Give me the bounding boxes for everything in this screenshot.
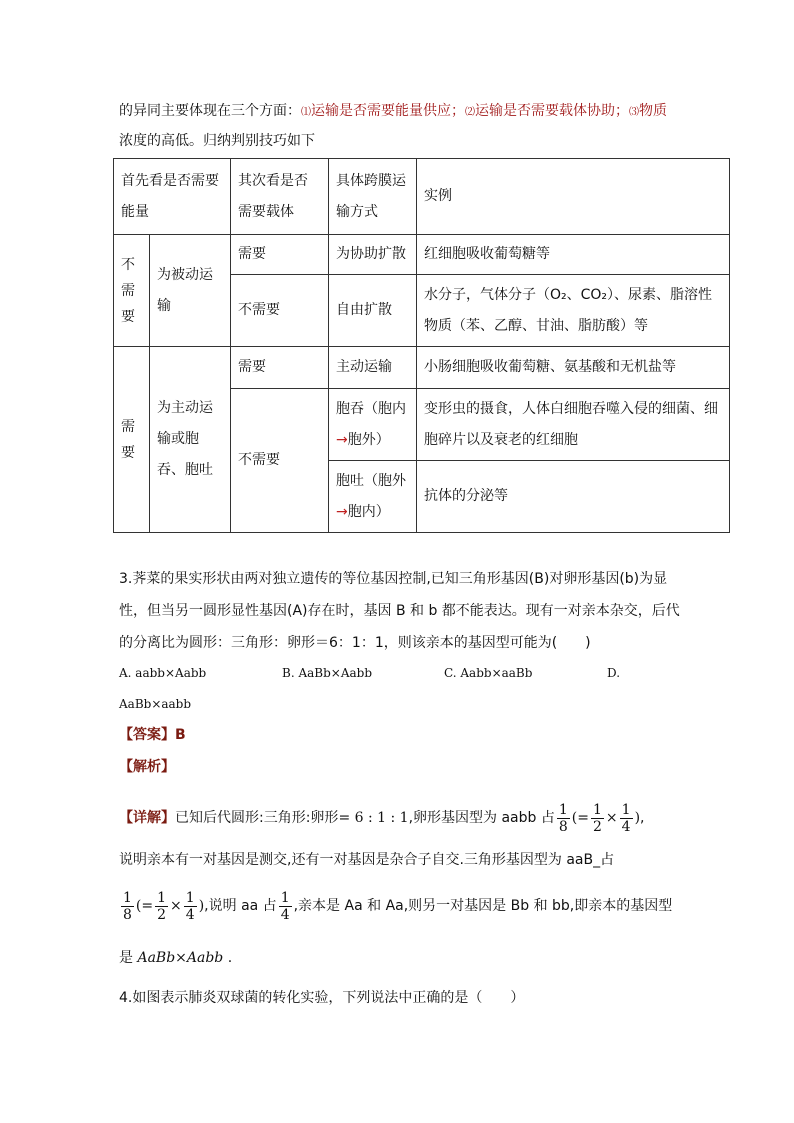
detail-line-3	[119, 886, 672, 926]
detail-text-4b: .	[227, 950, 233, 966]
detail-text-3b: ,亲本是 Aa 和 Aa,则另一对基因是 Bb 和 bb,即亲本的基因型	[293, 898, 673, 914]
option-a: A. aabb×Aabb	[119, 666, 207, 680]
cell-ex-free: 水分子，气体分子（O₂、CO₂）、尿素、脂溶性物质（苯、乙醇、甘油、脂肪酸）等	[417, 275, 730, 347]
fraction-1-4	[279, 890, 292, 923]
q3-line-3: 的分离比为圆形：三角形：卵形＝6：1：1，则该亲本的基因型可能为( )	[119, 635, 591, 651]
cell-not-need: 不需要	[231, 275, 329, 347]
detail-text-1b: ,卵形基因型为 aabb 占	[408, 810, 555, 826]
detail-line-1	[119, 800, 645, 836]
endo-label-2: 胞外）	[347, 431, 390, 448]
eq-close: )	[634, 810, 641, 826]
times: ×	[605, 810, 618, 826]
cell-endo	[329, 389, 417, 461]
eq-open: (=	[135, 898, 154, 914]
cell-ex-facilitated: 红细胞吸收葡萄糖等	[417, 235, 730, 275]
marker-3: ⑶	[629, 107, 639, 118]
eq-close: )	[198, 898, 205, 914]
transport-table	[113, 158, 730, 533]
aspect-1: 运输是否需要能量供应；	[311, 103, 465, 119]
frac-num: 1	[558, 801, 568, 818]
exo-label: 胞吐（胞外	[336, 472, 406, 489]
cell-need: 需要	[231, 235, 329, 275]
frac-num: 1	[593, 801, 602, 818]
fraction-1-8	[121, 890, 134, 923]
exo-label-2: 胞内）	[347, 503, 390, 520]
aspect-3: 物质	[639, 103, 667, 119]
cell-ex-endo: 变形虫的摄食，人体白细胞吞噬入侵的细菌、细胞碎片以及衰老的红细胞	[417, 389, 730, 461]
intro-prefix: 的异同主要体现在三个方面：	[119, 103, 301, 119]
intro-line-2: 浓度的高低。归纳判别技巧如下	[119, 133, 315, 149]
arrow-icon: →	[336, 431, 348, 448]
aspect-2: 运输是否需要载体协助；	[475, 103, 629, 119]
option-d: D.	[607, 666, 621, 680]
detail-text-1: 已知后代圆形:三角形:卵形	[175, 810, 339, 826]
arrow-icon: →	[336, 503, 348, 520]
genotype-math: AaBb×Aabb	[137, 950, 224, 966]
table-row	[114, 235, 730, 275]
q3-line-2: 性，但当另一圆形显性基因(A)存在时，基因 B 和 b 都不能表达。现有一对亲本杂交，后代	[119, 603, 680, 619]
frac-den: 8	[123, 906, 132, 923]
detail-text-3a: ,说明 aa 占	[204, 898, 277, 914]
frac-den: 2	[157, 906, 167, 923]
endo-label: 胞吞（胞内	[336, 400, 406, 417]
cell-ex-active: 小肠细胞吸收葡萄糖、氨基酸和无机盐等	[417, 347, 730, 389]
frac-num: 1	[280, 889, 290, 906]
option-d-value: AaBb×aabb	[119, 697, 192, 711]
frac-den: 4	[185, 906, 195, 923]
fraction-1-2	[155, 890, 168, 923]
detail-text-4a: 是	[119, 950, 133, 966]
cell-ex-exo: 抗体的分泌等	[417, 461, 730, 533]
cell-need-energy: 需要	[114, 347, 150, 533]
answer: 【答案】B	[119, 727, 186, 743]
cell-not-need2: 不需要	[231, 389, 329, 533]
cell-facilitated: 为协助扩散	[329, 235, 417, 275]
cell-active-transport: 主动运输	[329, 347, 417, 389]
header-example: 实例	[417, 159, 730, 235]
cell-need2: 需要	[231, 347, 329, 389]
marker-1: ⑴	[301, 107, 311, 118]
cell-passive: 为被动运输	[150, 235, 231, 347]
table-header-row	[114, 159, 730, 235]
option-c: C. Aabb×aaBb	[444, 666, 533, 680]
frac-num: 1	[123, 889, 132, 906]
ratio: = 6 : 1 : 1	[338, 810, 409, 826]
frac-num: 1	[157, 889, 167, 906]
table-row	[114, 347, 730, 389]
cell-no-energy: 不需要	[114, 235, 150, 347]
header-carrier: 其次看是否需要载体	[231, 159, 329, 235]
fraction-1-4	[620, 802, 633, 835]
cell-free: 自由扩散	[329, 275, 417, 347]
header-energy: 首先看是否需要能量	[114, 159, 231, 235]
frac-den: 4	[621, 818, 631, 835]
fraction-1-2	[591, 802, 604, 835]
comma: ,	[640, 810, 645, 826]
frac-den: 8	[558, 818, 568, 835]
frac-den: 2	[593, 818, 602, 835]
eq-open: (=	[571, 810, 589, 826]
option-b: B. AaBb×Aabb	[282, 666, 373, 680]
analysis-label: 【解析】	[119, 759, 175, 775]
q4-line: 4.如图表示肺炎双球菌的转化实验，下列说法中正确的是（ ）	[119, 990, 525, 1006]
cell-active: 为主动运输或胞吞、胞吐	[150, 347, 231, 533]
times: ×	[170, 898, 182, 914]
detail-line-2: 说明亲本有一对基因是测交,还有一对基因是杂合子自交.三角形基因型为 aaB_占	[119, 852, 615, 868]
frac-den: 4	[280, 906, 290, 923]
marker-2: ⑵	[465, 107, 475, 118]
cell-exo	[329, 461, 417, 533]
header-method: 具体跨膜运输方式	[329, 159, 417, 235]
detail-tag: 【详解】	[119, 810, 175, 826]
q3-line-1: 3.荠菜的果实形状由两对独立遗传的等位基因控制,已知三角形基因(B)对卵形基因(b)为显	[119, 571, 668, 587]
fraction-1-8	[557, 802, 570, 835]
fraction-1-4	[184, 890, 197, 923]
frac-num: 1	[621, 801, 631, 818]
frac-num: 1	[185, 889, 195, 906]
detail-line-4	[119, 948, 232, 968]
intro-line-1	[119, 101, 667, 123]
